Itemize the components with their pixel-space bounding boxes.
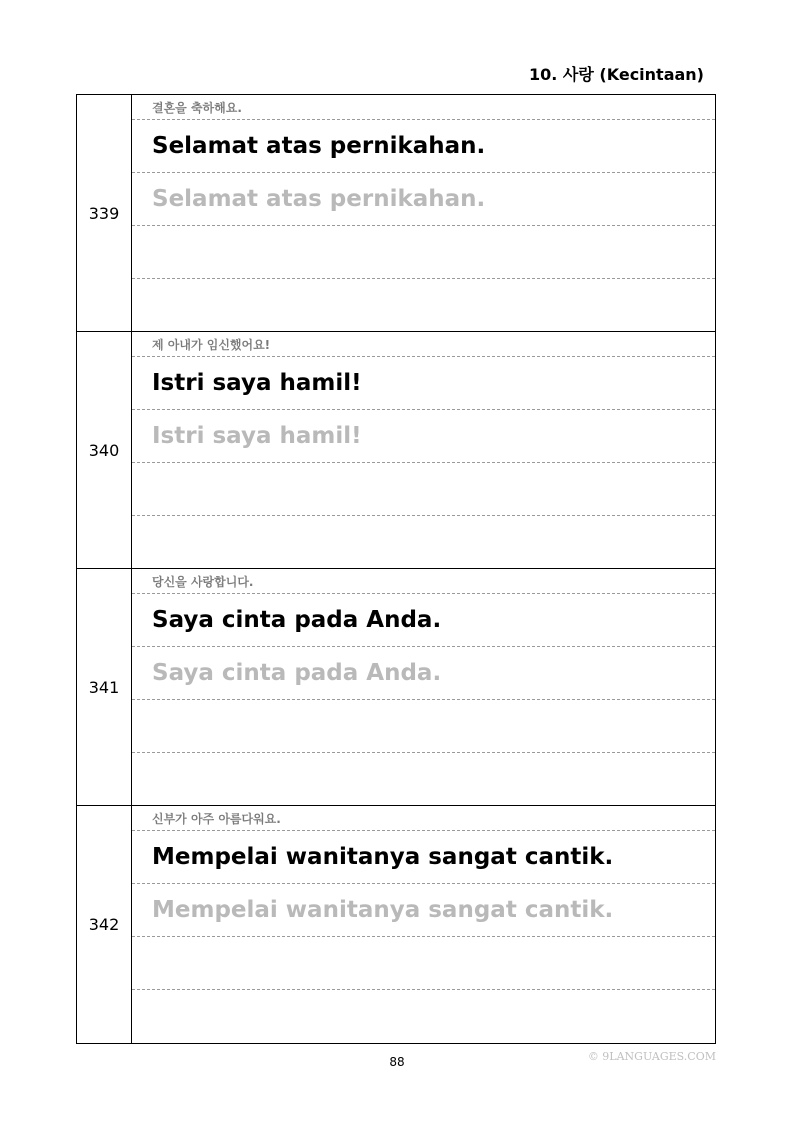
writing-lines	[132, 95, 715, 331]
model-sentence: Istri saya hamil!	[132, 357, 715, 410]
practice-entry	[77, 806, 715, 1043]
model-sentence: Selamat atas pernikahan.	[132, 120, 715, 173]
model-sentence: Saya cinta pada Anda.	[132, 594, 715, 647]
blank-writing-line	[132, 516, 715, 568]
model-sentence: Mempelai wanitanya sangat cantik.	[132, 831, 715, 884]
korean-prompt: 당신을 사랑합니다.	[132, 569, 715, 594]
trace-sentence: Istri saya hamil!	[132, 410, 715, 463]
writing-lines	[132, 332, 715, 568]
entry-number: 339	[77, 95, 132, 331]
blank-writing-line	[132, 463, 715, 516]
korean-prompt: 결혼을 축하해요.	[132, 95, 715, 120]
practice-entry	[77, 569, 715, 806]
page-title: 10. 사랑 (Kecintaan)	[529, 65, 704, 84]
entry-number: 341	[77, 569, 132, 805]
entry-number: 340	[77, 332, 132, 568]
entry-number: 342	[77, 806, 132, 1043]
practice-entry	[77, 95, 715, 332]
writing-lines	[132, 569, 715, 805]
practice-table	[76, 94, 716, 1044]
blank-writing-line	[132, 937, 715, 990]
page-number: 88	[389, 1055, 405, 1069]
korean-prompt: 신부가 아주 아름다워요.	[132, 806, 715, 831]
blank-writing-line	[132, 279, 715, 331]
blank-writing-line	[132, 990, 715, 1043]
blank-writing-line	[132, 700, 715, 753]
writing-lines	[132, 806, 715, 1043]
trace-sentence: Selamat atas pernikahan.	[132, 173, 715, 226]
practice-entry	[77, 332, 715, 569]
blank-writing-line	[132, 753, 715, 805]
blank-writing-line	[132, 226, 715, 279]
korean-prompt: 제 아내가 임신했어요!	[132, 332, 715, 357]
trace-sentence: Saya cinta pada Anda.	[132, 647, 715, 700]
trace-sentence: Mempelai wanitanya sangat cantik.	[132, 884, 715, 937]
copyright-notice: © 9LANGUAGES.COM	[587, 1050, 716, 1063]
